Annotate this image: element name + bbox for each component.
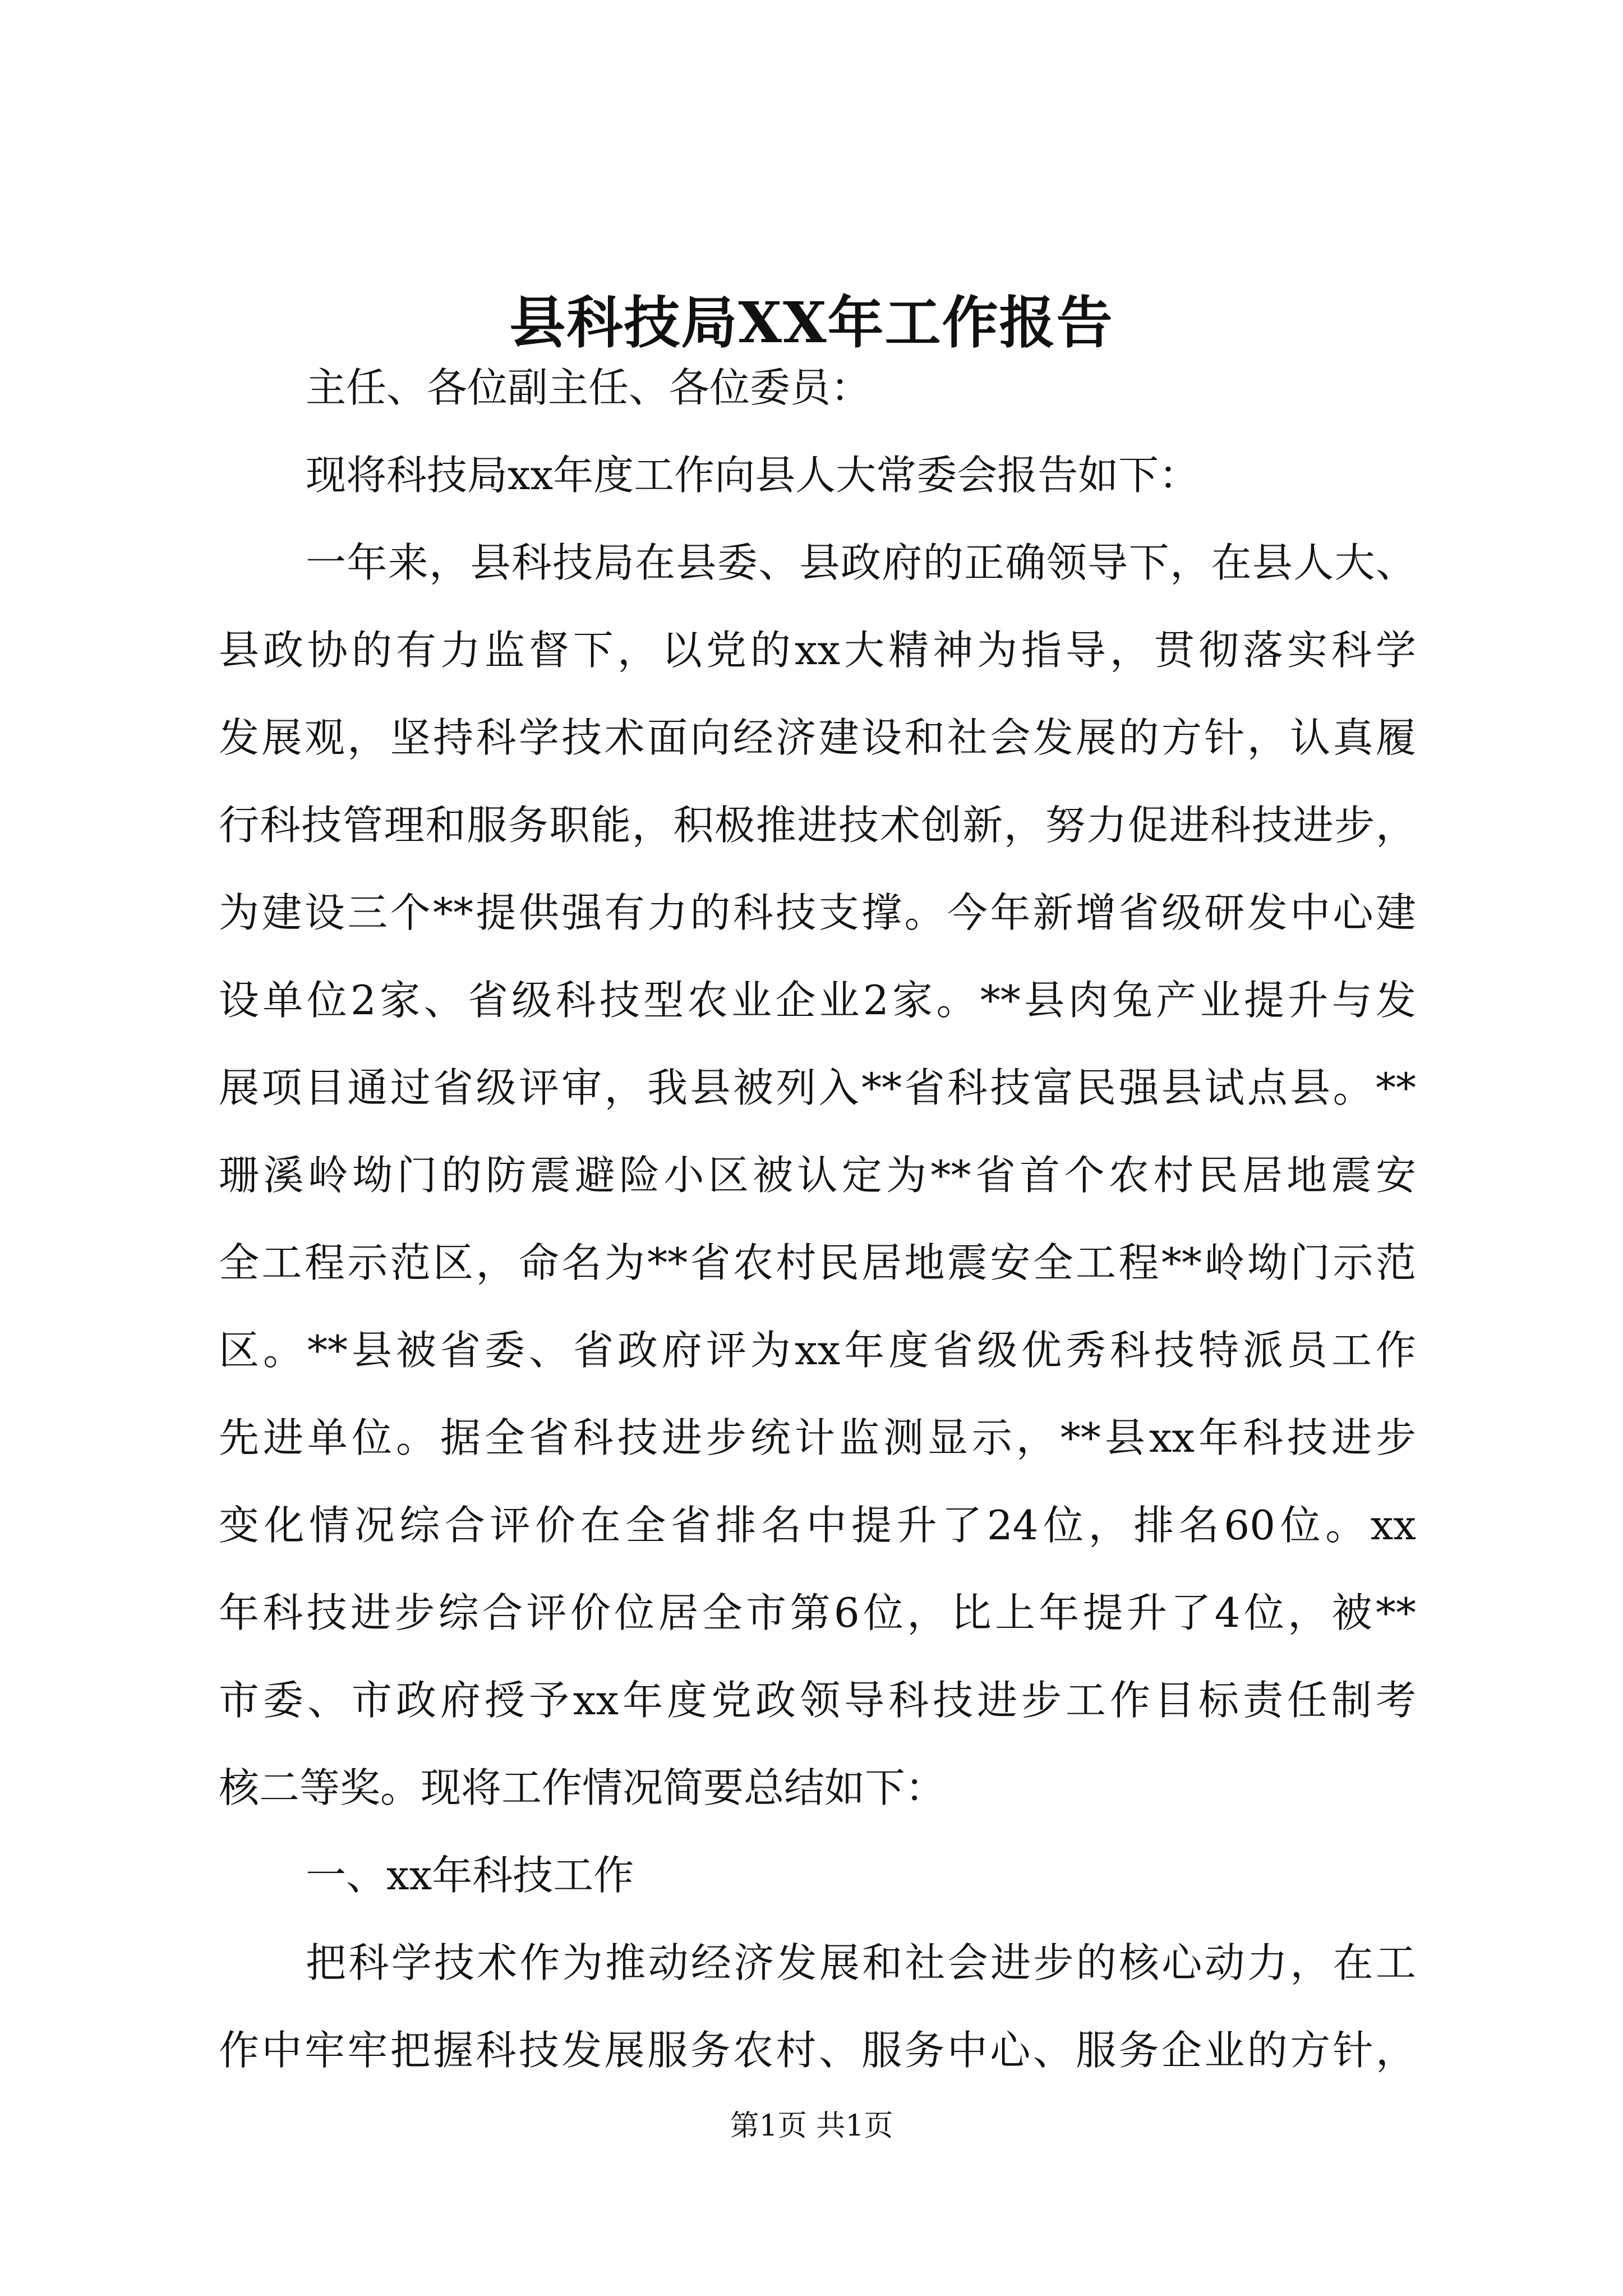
document-title: 县科技局XX年工作报告 [509, 289, 1114, 356]
section-heading: 一、xx年科技工作 [306, 1852, 634, 1899]
paragraph-line: 先进单位。据全省科技进步统计监测显示，**县xx年科技进步 [219, 1414, 1416, 1461]
paragraph-line: 区。**县被省委、省政府评为xx年度省级优秀科技特派员工作 [219, 1327, 1416, 1374]
paragraph-line: 展项目通过省级评审，我县被列入**省科技富民强县试点县。** [219, 1064, 1416, 1111]
salutation-line: 主任、各位副主任、各位委员： [306, 364, 872, 411]
paragraph-line: 县政协的有力监督下，以党的xx大精神为指导，贯彻落实科学 [219, 627, 1416, 674]
intro-line: 现将科技局xx年度工作向县人大常委会报告如下： [306, 452, 1200, 499]
paragraph-line: 发展观，坚持科学技术面向经济建设和社会发展的方针，认真履 [219, 714, 1416, 761]
paragraph-line: 行科技管理和服务职能，积极推进技术创新，努力促进科技进步， [219, 802, 1416, 849]
paragraph-line: 一年来，县科技局在县委、县政府的正确领导下，在县人大、 [306, 539, 1416, 586]
paragraph-line: 把科学技术作为推动经济发展和社会进步的核心动力，在工 [306, 1939, 1416, 1986]
paragraph-line: 市委、市政府授予xx年度党政领导科技进步工作目标责任制考 [219, 1677, 1416, 1724]
paragraph-line: 年科技进步综合评价位居全市第6位，比上年提升了4位，被** [219, 1589, 1416, 1636]
paragraph-line: 作中牢牢把握科技发展服务农村、服务中心、服务企业的方针， [219, 2027, 1416, 2074]
document-body [219, 344, 1416, 2094]
paragraph-line: 变化情况综合评价在全省排名中提升了24位，排名60位。xx [219, 1502, 1416, 1549]
paragraph-line: 全工程示范区，命名为**省农村民居地震安全工程**岭坳门示范 [219, 1239, 1416, 1286]
paragraph-line: 设单位2家、省级科技型农业企业2家。**县肉兔产业提升与发 [219, 977, 1416, 1024]
paragraph-line: 为建设三个**提供强有力的科技支撑。今年新增省级研发中心建 [219, 889, 1416, 936]
paragraph-line: 核二等奖。现将工作情况简要总结如下： [219, 1764, 946, 1811]
page-number-footer: 第1页 共1页 [730, 2109, 893, 2143]
paragraph-line: 珊溪岭坳门的防震避险小区被认定为**省首个农村民居地震安 [219, 1152, 1416, 1199]
